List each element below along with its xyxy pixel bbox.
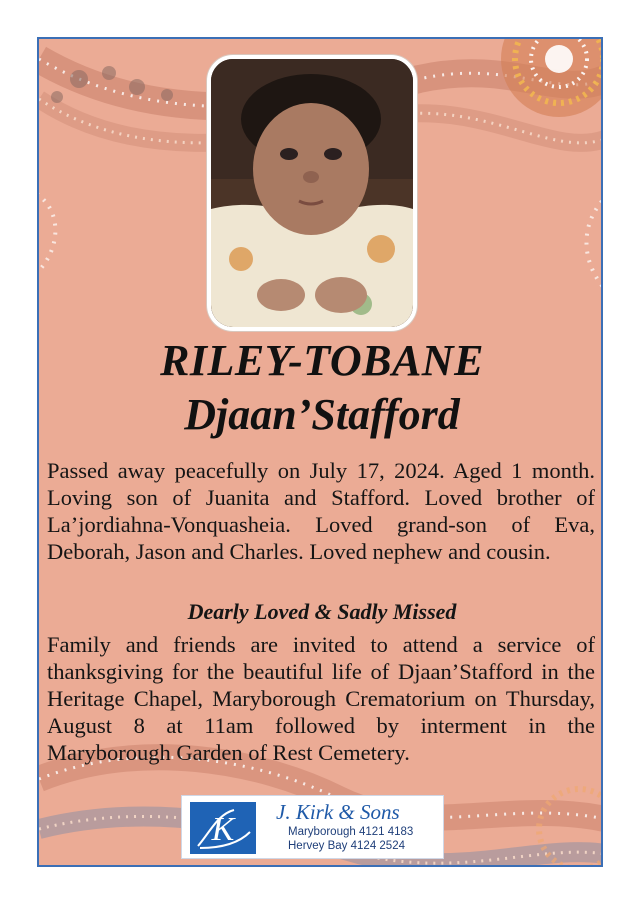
kirk-logo-mark-icon — [190, 802, 256, 854]
infant-photo — [207, 55, 417, 331]
tagline: Dearly Loved & Sadly Missed — [187, 599, 457, 624]
logo-letter: K — [211, 811, 235, 848]
notice-frame — [37, 37, 603, 867]
surname-heading: RILEY-TOBANE — [160, 336, 484, 385]
phone-maryborough: Maryborough 4121 4183 — [288, 826, 414, 838]
funeral-director-name: J. Kirk & Sons — [276, 800, 400, 824]
phone-hervey-bay: Hervey Bay 4124 2524 — [288, 840, 405, 852]
death-notice-paragraph: Passed away peacefully on July 17, 2024. Aged 1 month. Loving son of Juanita and Stafford. Loved brother of La’jordiahna-Vonquasheia. Loved grand-son of Eva, Deborah, Jason and Charles. Loved nephew and cousin. — [47, 458, 595, 564]
given-name-heading: Djaan’Stafford — [184, 390, 460, 439]
service-details-paragraph: Family and friends are invited to attend a service of thanksgiving for the beautiful life of Djaan’Stafford in the Heritage Chapel, Maryborough Crematorium on Thursday, August 8 at 11am followed by interment in the Maryborough Garden of Rest Cemetery. — [47, 632, 595, 765]
infant-photo-icon — [211, 59, 413, 327]
funeral-director-logo — [181, 795, 444, 859]
